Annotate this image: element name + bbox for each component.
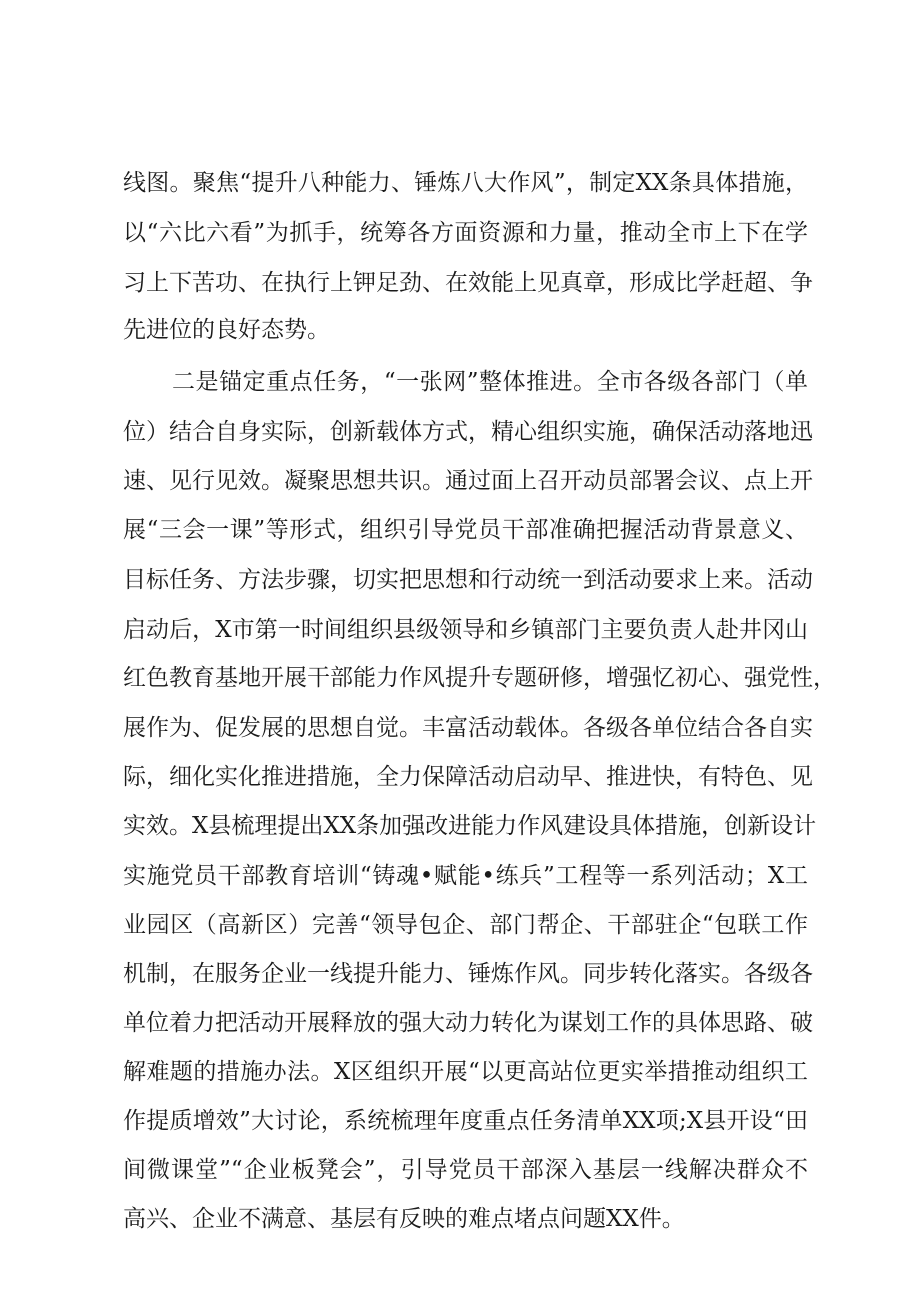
text-line: 机制，在服务企业一线提升能力、锤炼作风。同步转化落实。各级各 (123, 961, 813, 987)
text-line: 习上下苦功、在执行上钾足劲、在效能上见真章，形成比学赶超、争 (123, 270, 813, 296)
text-line: 间微课堂”“企业板凳会”，引导党员干部深入基层一线解决群众不 (123, 1157, 808, 1183)
text-line: 先进位的良好态势。 (123, 317, 330, 343)
text-line: 解难题的措施办法。X区组织开展“以更高站位更实举措推动组织工 (123, 1059, 808, 1085)
text-line: 实施党员干部教育培训“铸魂•赋能•练兵”工程等一系列活动；X工 (123, 863, 808, 889)
text-line: 目标任务、方法步骤，切实把思想和行动统一到活动要求上来。活动 (123, 567, 813, 593)
text-line: 际，细化实化推进措施，全力保障活动启动早、推进快，有特色、见 (123, 764, 813, 790)
text-line: 展“三会一课”等形式，组织引导党员干部准确把握活动背景意义、 (123, 517, 808, 543)
text-line: 位）结合自身实际，创新载体方式，精心组织实施，确保活动落地迅 (123, 419, 813, 445)
text-line: 以“六比六看”为抓手，统筹各方面资源和力量，推动全市上下在学 (123, 220, 808, 246)
text-line: 业园区（高新区）完善“领导包企、部门帮企、干部驻企“包联工作 (123, 912, 808, 938)
text-line: 作提质增效”大讨论，系统梳理年度重点任务清单XX项;X县开设“田 (123, 1108, 808, 1134)
text-line: 二是锚定重点任务，“一张网”整体推进。全市各级各部门（单 (172, 369, 808, 395)
text-line: 高兴、企业不满意、基层有反映的难点堵点问题XX件。 (123, 1206, 685, 1232)
text-line: 单位着力把活动开展释放的强大动力转化为谋划工作的具体思路、破 (123, 1010, 813, 1036)
text-line: 启动后，X市第一时间组织县级领导和乡镇部门主要负责人赴井冈山 (123, 617, 808, 643)
text-line: 展作为、促发展的思想自觉。丰富活动载体。各级各单位结合各自实 (123, 715, 813, 741)
text-line: 线图。聚焦“提升八种能力、锤炼八大作风”，制定XX条具体措施， (123, 170, 808, 196)
text-line: 速、见行见效。凝聚思想共识。通过面上召开动员部署会议、点上开 (123, 468, 813, 494)
text-line: 红色教育基地开展干部能力作风提升专题研修，增强忆初心、强党性， (123, 665, 836, 691)
text-line: 实效。X县梳理提出XX条加强改进能力作风建设具体措施，创新设计 (123, 813, 817, 839)
